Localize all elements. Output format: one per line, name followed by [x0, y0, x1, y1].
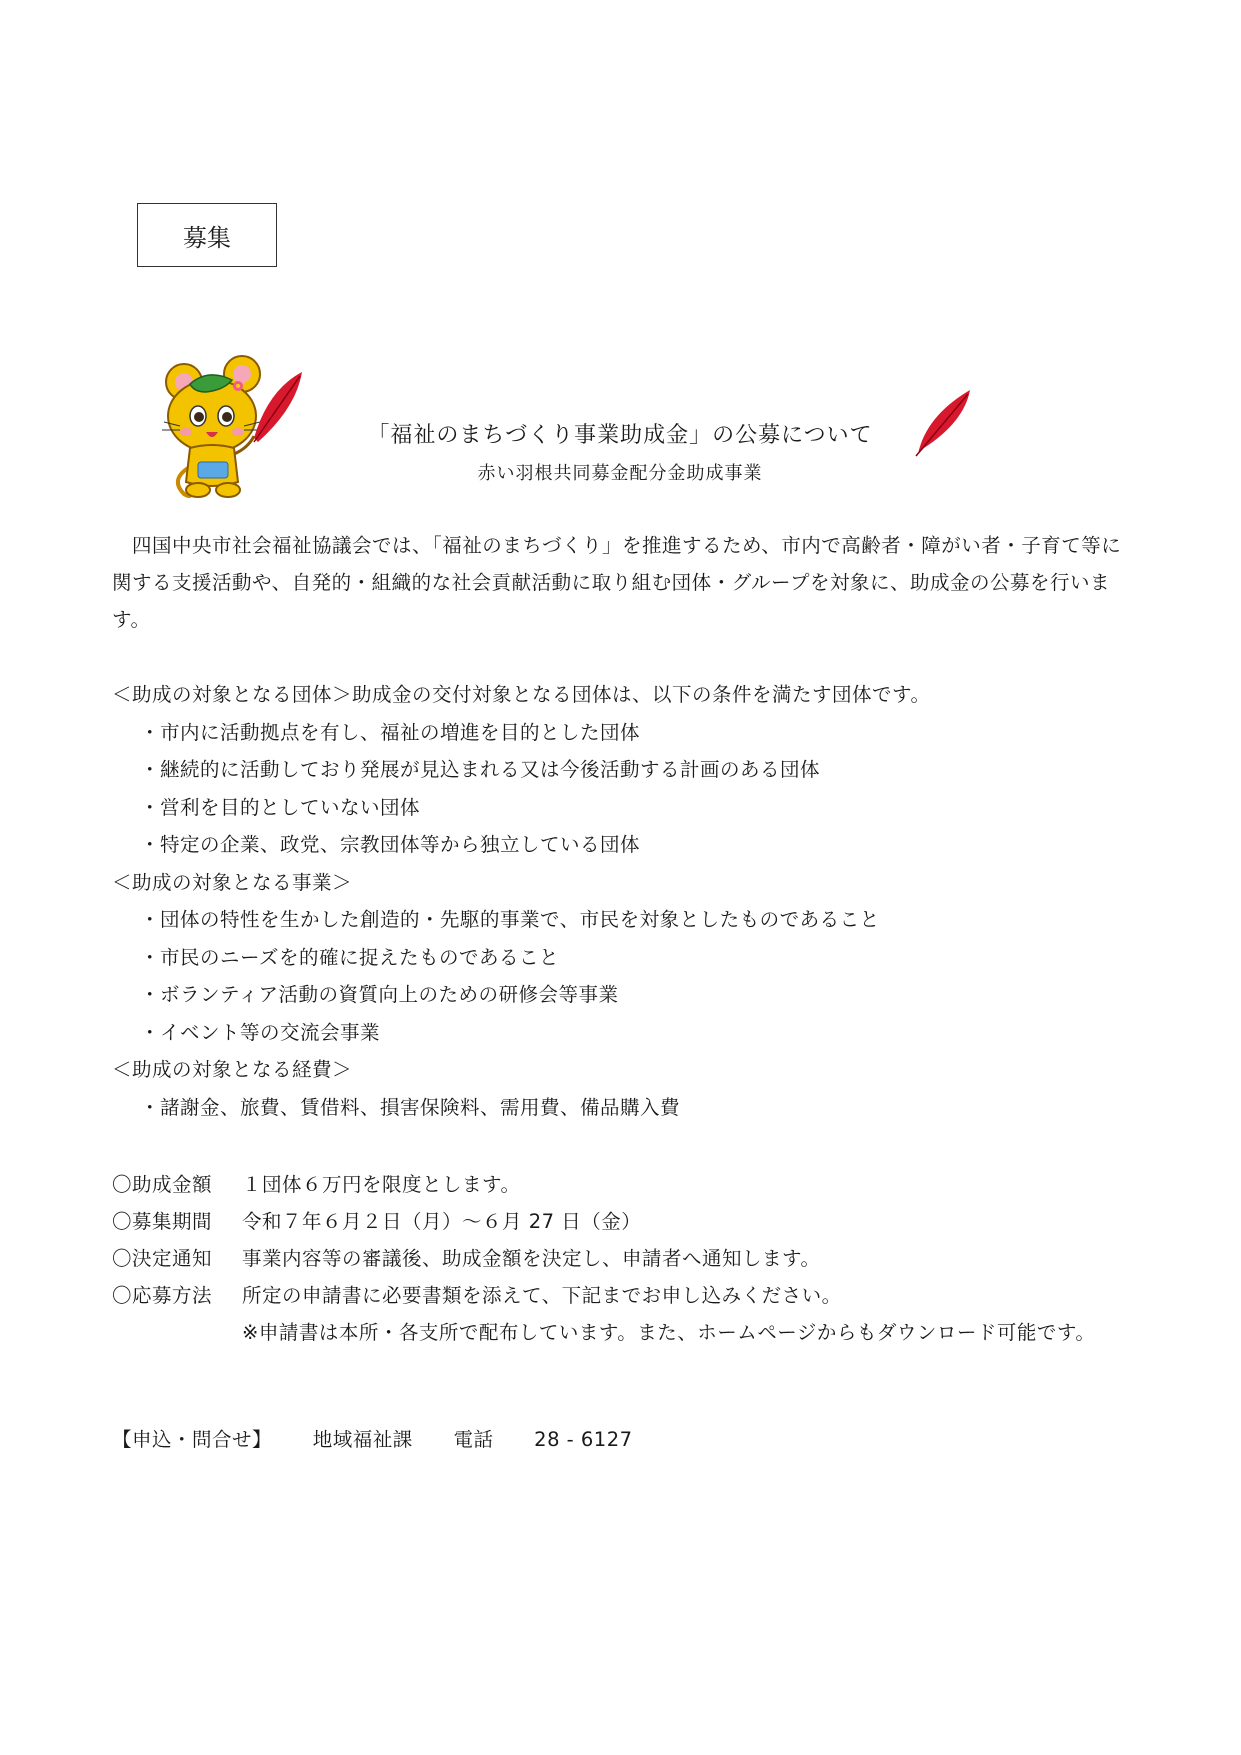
list-item: ・諸謝金、旅費、賃借料、損害保険料、需用費、備品購入費	[140, 1095, 681, 1119]
detail-key: 〇募集期間	[112, 1210, 213, 1233]
detail-value: 令和７年６月２日（月）～６月 27 日（金）	[242, 1210, 642, 1233]
list-item: ・市内に活動拠点を有し、福祉の増進を目的とした団体	[140, 720, 641, 744]
detail-value: １団体６万円を限度とします。	[242, 1173, 521, 1196]
list-item: ・団体の特性を生かした創造的・先駆的事業で、市民を対象としたものであること	[140, 908, 880, 931]
detail-value: 事業内容等の審議後、助成金額を決定し、申請者へ通知します。	[242, 1247, 821, 1270]
detail-key: 〇助成金額	[112, 1173, 213, 1196]
detail-value: 所定の申請書に必要書類を添えて、下記までお申し込みください。	[242, 1284, 842, 1307]
list-item: ・市民のニーズを的確に捉えたものであること	[140, 945, 560, 969]
section-heading: ＜助成の対象となる事業＞	[112, 870, 353, 894]
eligible-groups-section	[112, 676, 1132, 1126]
section-heading: ＜助成の対象となる経費＞	[112, 1058, 353, 1081]
download-note: ※申請書は本所・各支所で配布しています。また、ホームページからもダウンロード可能です。	[242, 1321, 1096, 1344]
list-item: ・継続的に活動しており発展が見込まれる又は今後活動する計画のある団体	[140, 758, 821, 781]
phone-label: 電話	[453, 1428, 494, 1451]
section-heading: ＜助成の対象となる団体＞助成金の交付対象となる団体は、以下の条件を満たす団体です。	[112, 683, 931, 706]
contact-line	[112, 1424, 667, 1452]
contact-department: 地域福祉課	[312, 1428, 413, 1451]
list-item: ・ボランティア活動の資質向上のための研修会等事業	[140, 983, 619, 1006]
recruitment-label: 募集	[183, 223, 231, 252]
recruitment-label-box	[137, 203, 277, 267]
page-title: 「福祉のまちづくり事業助成金」の公募について	[367, 423, 873, 448]
list-item: ・イベント等の交流会事業	[140, 1020, 381, 1044]
detail-key: 〇決定通知	[112, 1247, 213, 1270]
phone-number: 28 - 6127	[534, 1428, 633, 1451]
contact-label: 【申込・問合せ】	[112, 1428, 273, 1451]
list-item: ・営利を目的としていない団体	[140, 795, 421, 819]
list-item: ・特定の企業、政党、宗教団体等から独立している団体	[140, 833, 641, 856]
red-feather-icon	[912, 386, 976, 458]
page-subtitle: 赤い羽根共同募金配分金助成事業	[477, 463, 763, 484]
intro-paragraph: 四国中央市社会福祉協議会では、「福祉のまちづくり」を推進するため、市内で高齢者・障がい者・子育て等に関する支援活動や、自発的・組織的な社会貢献活動に取り組む団体・グループを対象に、助成金の公募を行います。	[112, 534, 1122, 631]
detail-key: 〇応募方法	[112, 1284, 213, 1307]
mascot-illustration	[150, 350, 310, 510]
